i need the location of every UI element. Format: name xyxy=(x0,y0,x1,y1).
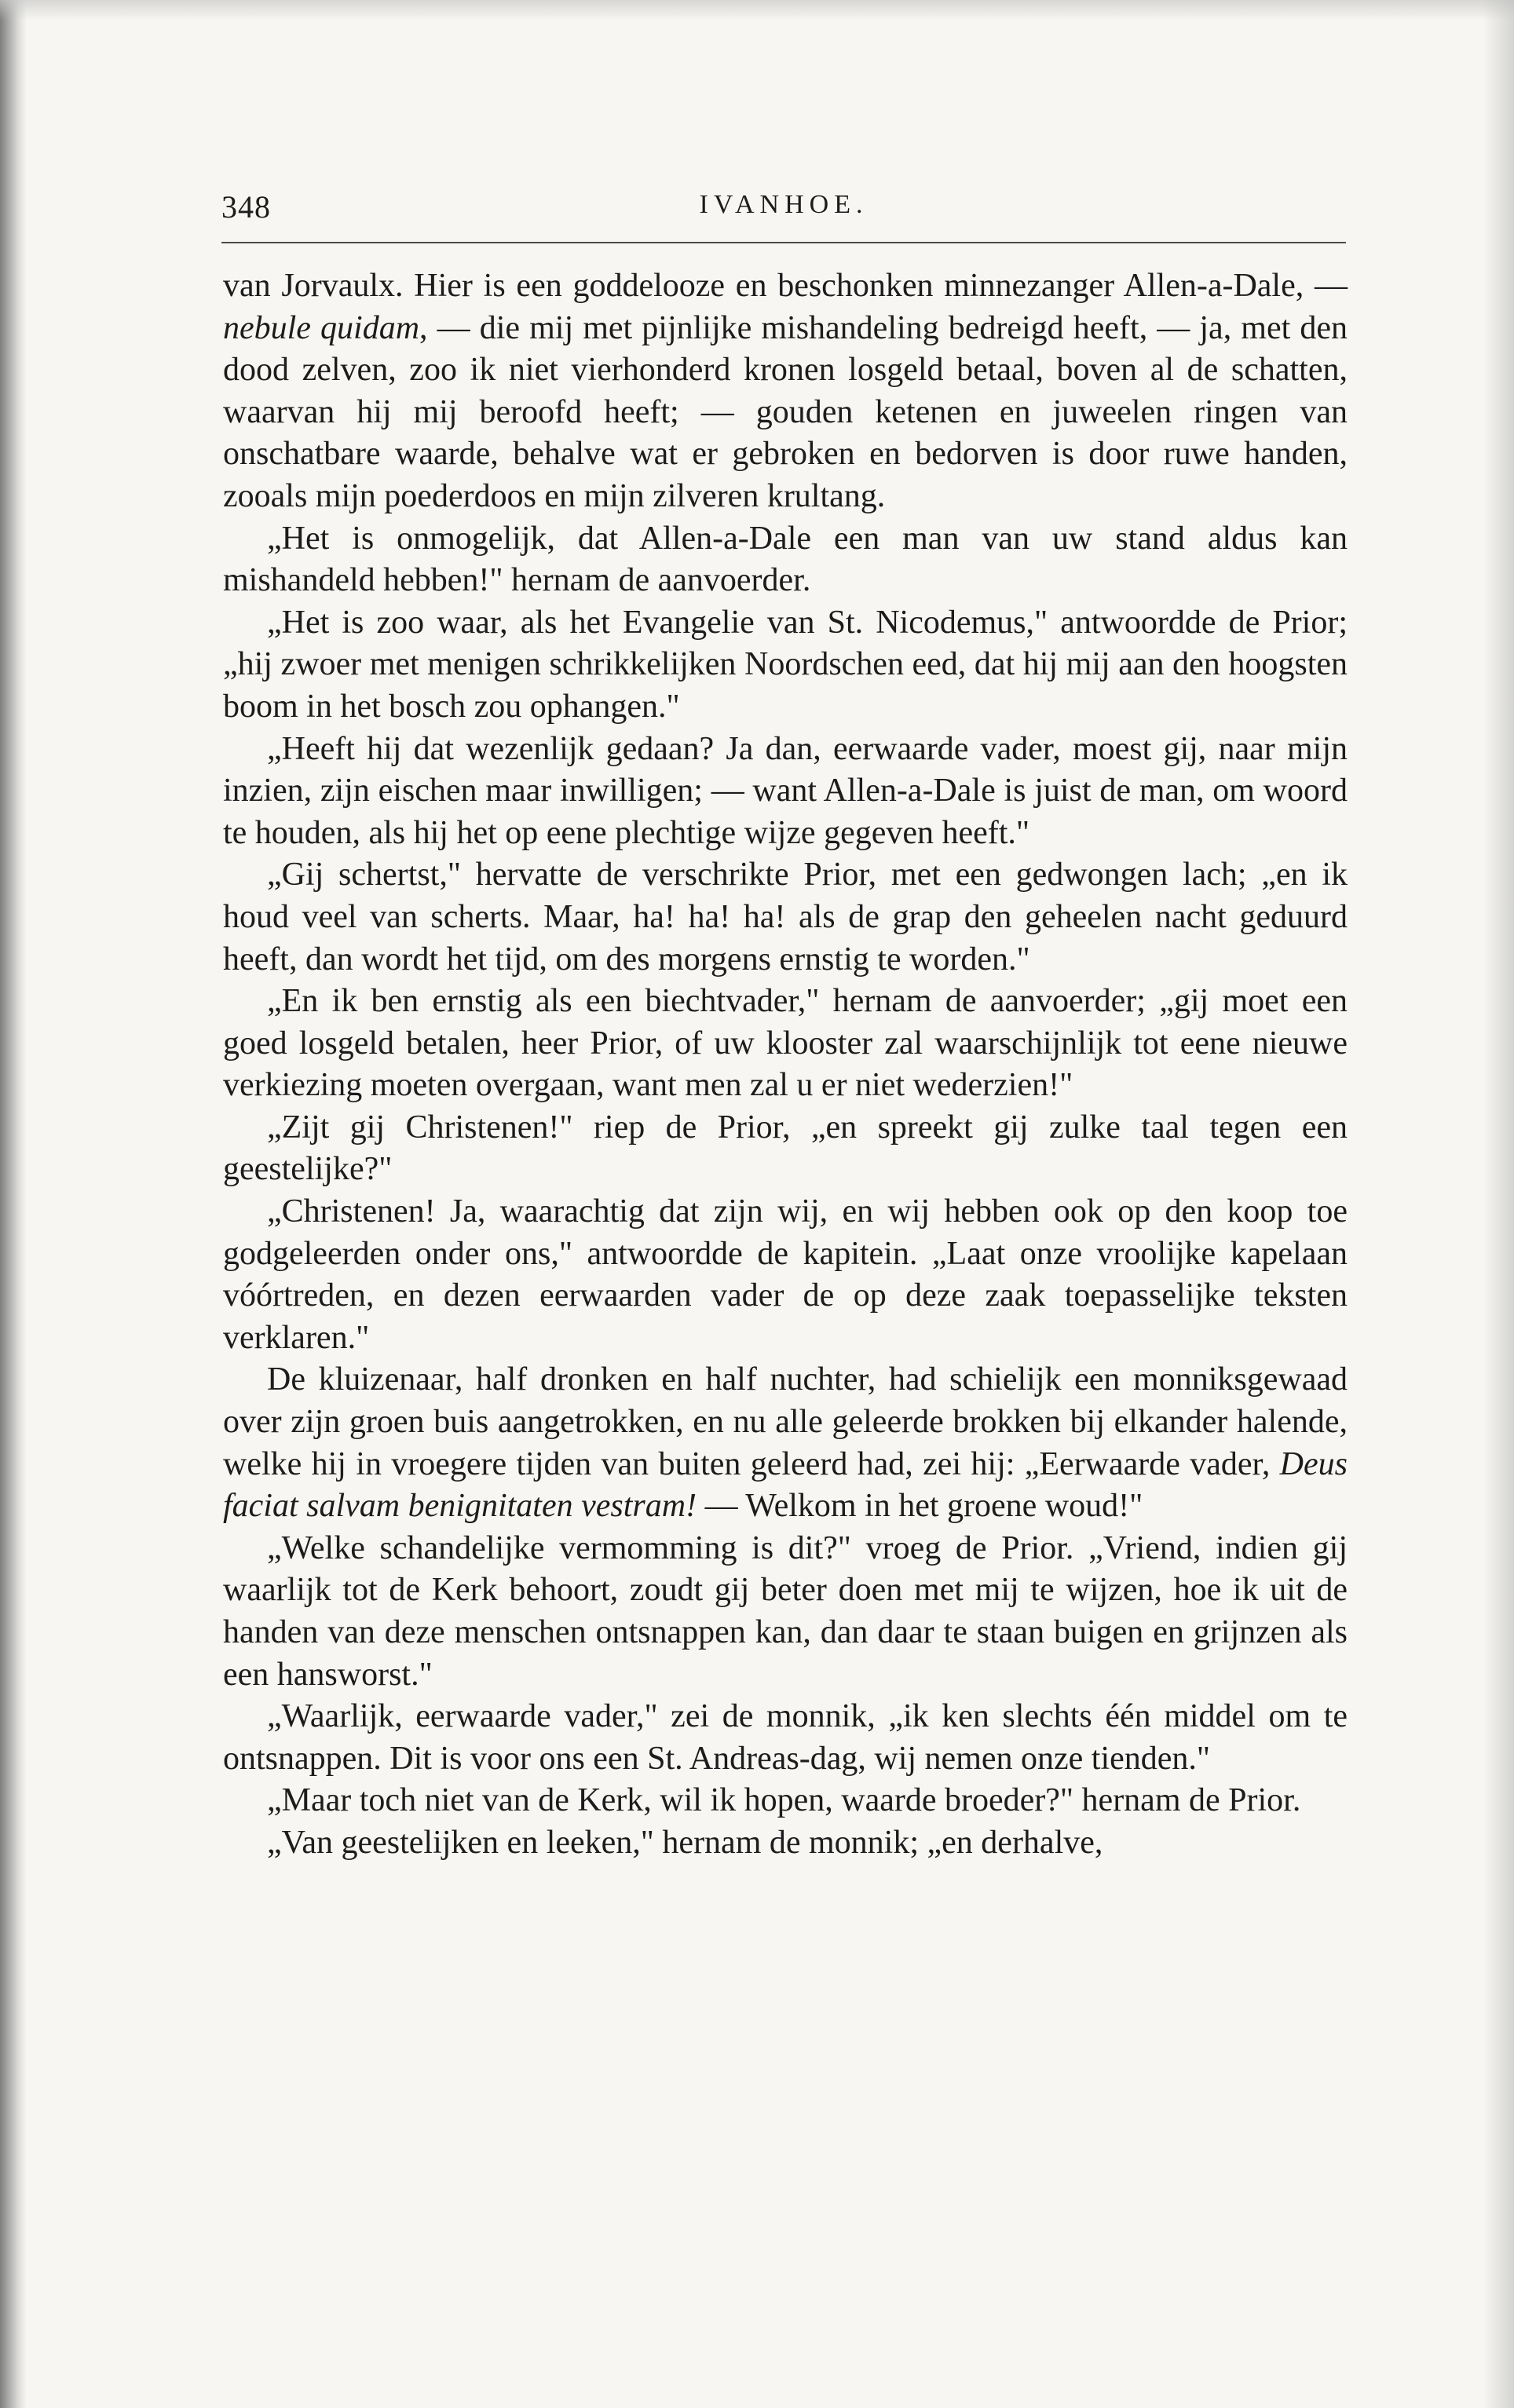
paragraph xyxy=(223,1780,1348,1822)
paragraph-text: De kluizenaar, half dronken en half nuchter, had schielijk een monniksgewaad over zijn groen buis aangetrokken, en nu alle geleerde brokken bij elkander halende, welke hij in vroegere tijden van buiten geleerd had, zei hij: „Eerwaarde vader, xyxy=(223,1361,1348,1482)
paragraph-text: „Zijt gij Christenen!" riep de Prior, „en spreekt gij zulke taal tegen een geestelijke?" xyxy=(223,1109,1348,1188)
paragraph xyxy=(223,1191,1348,1359)
header-divider xyxy=(221,242,1346,243)
paragraph xyxy=(223,729,1348,855)
paragraph-text: — Welkom in het groene woud!" xyxy=(697,1488,1143,1525)
paragraph-text: „Van geestelijken en leeken," hernam de monnik; „en derhalve, xyxy=(267,1824,1103,1861)
paragraph xyxy=(223,1359,1348,1527)
paragraph-text: „Het is zoo waar, als het Evangelie van St. Nicodemus," antwoordde de Prior; „hij zwoer met menigen schrikkelijken Noordschen eed, dat hij mij aan den hoogsten boom in het bosch zou ophangen." xyxy=(223,604,1348,725)
paragraph xyxy=(223,265,1348,518)
paragraph-text: „En ik ben ernstig als een biechtvader," hernam de aanvoerder; „gij moet een goed losgeld betalen, heer Prior, of uw klooster zal waarschijnlijk tot eene nieuwe verkiezing moeten overgaan, want men zal u er niet wederzien!" xyxy=(223,983,1348,1104)
scan-shadow-left xyxy=(0,0,27,2408)
page-number: 348 xyxy=(221,189,271,225)
paragraph xyxy=(223,1822,1348,1865)
scan-shadow-right xyxy=(1483,0,1514,2408)
paragraph-text: „Welke schandelijke vermomming is dit?" vroeg de Prior. „Vriend, indien gij waarlijk tot de Kerk behoort, zoudt gij beter doen met mij te wijzen, hoe ik uit de handen van deze menschen ontsnappen kan, dan daar te staan buigen en grijnzen als een hansworst." xyxy=(223,1529,1348,1693)
paragraph-text: „Maar toch niet van de Kerk, wil ik hopen, waarde broeder?" hernam de Prior. xyxy=(267,1782,1301,1819)
paragraph xyxy=(223,518,1348,602)
paragraph-text: „Waarlijk, eerwaarde vader," zei de monnik, „ik ken slechts één middel om te ontsnappen. Dit is voor ons een St. Andreas-dag, wij nemen onze tienden." xyxy=(223,1698,1348,1777)
page-header xyxy=(221,182,1346,237)
paragraph xyxy=(223,981,1348,1107)
paragraph xyxy=(223,854,1348,981)
paragraph xyxy=(223,1696,1348,1780)
paragraph-text: „Het is onmogelijk, dat Allen-a-Dale een man van uw stand aldus kan mishandeld hebben!" hernam de aanvoerder. xyxy=(223,520,1348,599)
running-title: IVANHOE. xyxy=(699,190,869,219)
paragraph xyxy=(223,1107,1348,1191)
paragraph-text: „Christenen! Ja, waarachtig dat zijn wij, en wij hebben ook op den koop toe godgeleerden onder ons," antwoordde de kapitein. „Laat onze vroolijke kapelaan vóórtreden, en dezen eerwaarden vader de op deze zaak toepasselijke teksten verklaren." xyxy=(223,1193,1348,1356)
paragraph xyxy=(223,1528,1348,1696)
paragraph-text: „Gij schertst," hervatte de verschrikte Prior, met een gedwongen lach; „en ik houd veel van scherts. Maar, ha! ha! ha! als de grap den geheelen nacht geduurd heeft, dan wordt het tijd, om des morgens ernstig te worden." xyxy=(223,857,1348,977)
paragraph xyxy=(223,602,1348,729)
paragraph-text: van Jorvaulx. Hier is een goddelooze en beschonken minnezanger Allen-a-Dale, — xyxy=(223,268,1348,304)
paragraph-text: „Heeft hij dat wezenlijk gedaan? Ja dan, eerwaarde vader, moest gij, naar mijn inzien, zijn eischen maar inwilligen; — want Allen-a-Dale is juist de man, om woord te houden, als hij het op eene plechtige wijze gegeven heeft." xyxy=(223,730,1348,851)
page-body xyxy=(223,265,1348,1865)
scan-shadow-top xyxy=(0,0,1514,20)
paragraph-text: , — die mij met pijnlijke mishandeling bedreigd heeft, — ja, met den dood zelven, zoo ik niet vierhonderd kronen losgeld betaal, boven al de schatten, waarvan hij mij beroofd heeft; — gouden ketenen en juweelen ringen van onschatbare waarde, behalve wat er gebroken en bedorven is door ruwe handen, zooals mijn poederdoos en mijn zilveren krultang. xyxy=(223,309,1348,514)
italic-text: Deus faciat salvam benignitaten vestram! xyxy=(223,1445,1348,1525)
italic-text: nebule quidam xyxy=(223,309,420,346)
